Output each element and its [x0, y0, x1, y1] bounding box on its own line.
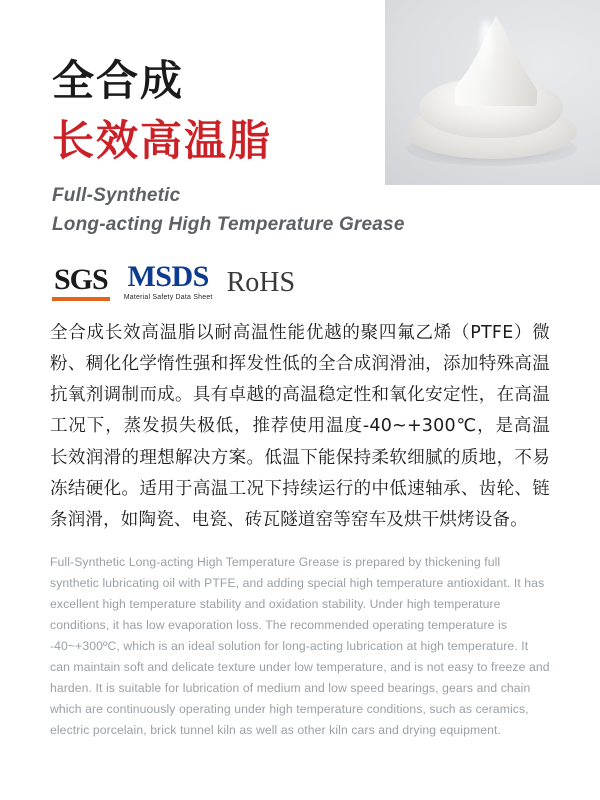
page-title-zh-primary: 全合成 — [52, 56, 185, 105]
msds-logo-subtitle: Material Safety Data Sheet — [123, 294, 213, 301]
rohs-logo: RoHS — [226, 267, 296, 299]
page-title-en-line2: Long-acting High Temperature Grease — [52, 213, 405, 235]
msds-logo — [124, 262, 213, 301]
product-description-en: Full-Synthetic Long-acting High Temperature Grease is prepared by thickening full synthetic lubricating oil with PTFE, and adding special high temperature antioxidant. It has excellent high temperature stability and oxidation stability. Under high temperature conditions, it has low evaporation loss. The recommended operating temperature is -40~+300ºC, which is an ideal solution for long-acting lubrication at high temperature. It can maintain soft and delicate texture under low temperature, and is not easy to freeze and harden. It is suitable for lubrication of medium and low speed bearings, gears and chain which are continuously operating under high temperature conditions, such as ceramics, electric porcelain, brick tunnel kiln as well as other kiln cars and drying equipment. — [50, 555, 550, 737]
msds-logo-title: MSDS — [127, 260, 209, 293]
grease-cone-body — [455, 16, 537, 106]
product-photo — [385, 0, 600, 185]
sgs-logo: SGS — [52, 264, 110, 302]
page-title-en-line1: Full-Synthetic — [52, 185, 181, 206]
page-title-zh-secondary: 长效高温脂 — [52, 116, 273, 165]
product-description-zh: 全合成长效高温脂以耐高温性能优越的聚四氟乙烯（PTFE）微粉、稠化化学惰性强和挥发性低的全合成润滑油，添加特殊高温抗氧剂调制而成。具有卓越的高温稳定性和氧化安定性，在高温工况下，蒸发损失极低，推荐使用温度-40~+300℃，是高温长效润滑的理想解决方案。低温下能保持柔软细腻的质地，不易冻结硬化。适用于高温工况下持续运行的中低速轴承、齿轮、链条润滑，如陶瓷、电瓷、砖瓦隧道窑等窑车及烘干烘烤设备。 — [50, 323, 550, 530]
grease-cone-icon — [437, 16, 555, 121]
page-title-en — [52, 182, 405, 239]
certification-logos — [52, 262, 295, 301]
grease-cone-highlight — [479, 20, 493, 80]
